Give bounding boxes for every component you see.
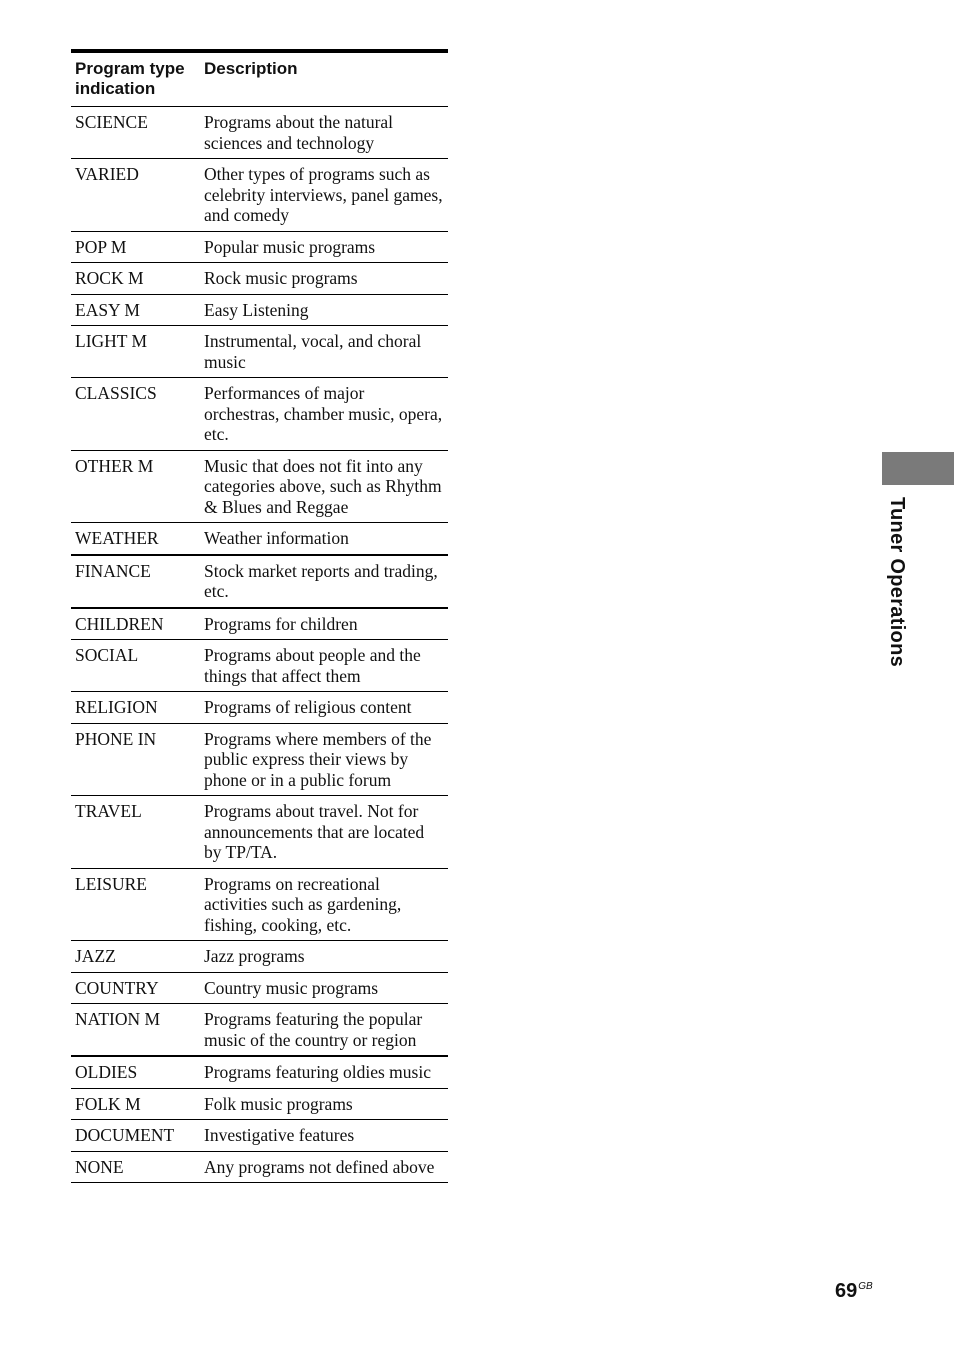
cell-type: TRAVEL: [71, 796, 200, 869]
program-type-table: [71, 49, 448, 1183]
cell-type: RELIGION: [71, 692, 200, 724]
page-number-suffix: GB: [858, 1281, 873, 1293]
cell-type: OTHER M: [71, 450, 200, 523]
table-header-row: [71, 51, 448, 107]
cell-type: SOCIAL: [71, 640, 200, 692]
cell-type: VARIED: [71, 159, 200, 232]
table-row: [71, 1120, 448, 1152]
cell-type: LEISURE: [71, 868, 200, 941]
cell-description: Programs on recreational activities such as gardening, fishing, cooking, etc.: [200, 868, 448, 941]
cell-description: Investigative features: [200, 1120, 448, 1152]
cell-type: CLASSICS: [71, 378, 200, 451]
cell-description: Programs about travel. Not for announcements that are located by TP/TA.: [200, 796, 448, 869]
table-row: [71, 231, 448, 263]
cell-type: ROCK M: [71, 263, 200, 295]
table-row: [71, 868, 448, 941]
cell-description: Any programs not defined above: [200, 1151, 448, 1183]
cell-description: Country music programs: [200, 972, 448, 1004]
cell-description: Programs for children: [200, 608, 448, 640]
cell-type: PHONE IN: [71, 723, 200, 796]
cell-description: Folk music programs: [200, 1088, 448, 1120]
header-program-type: Program type indication: [71, 51, 200, 107]
cell-type: JAZZ: [71, 941, 200, 973]
table-row: [71, 107, 448, 159]
cell-description: Other types of programs such as celebrity interviews, panel games, and comedy: [200, 159, 448, 232]
table-row: [71, 640, 448, 692]
cell-type: WEATHER: [71, 523, 200, 555]
table-row: [71, 159, 448, 232]
cell-type: EASY M: [71, 294, 200, 326]
table-row: [71, 294, 448, 326]
table-row: [71, 378, 448, 451]
cell-type: DOCUMENT: [71, 1120, 200, 1152]
cell-description: Programs about people and the things that affect them: [200, 640, 448, 692]
cell-type: NATION M: [71, 1004, 200, 1057]
cell-type: CHILDREN: [71, 608, 200, 640]
cell-description: Popular music programs: [200, 231, 448, 263]
cell-description: Programs featuring oldies music: [200, 1056, 448, 1088]
table-row: [71, 972, 448, 1004]
cell-description: Music that does not fit into any categories above, such as Rhythm & Blues and Reggae: [200, 450, 448, 523]
table-row: [71, 941, 448, 973]
cell-type: SCIENCE: [71, 107, 200, 159]
section-tab-marker: [882, 452, 954, 485]
cell-description: Stock market reports and trading, etc.: [200, 555, 448, 608]
table-row: [71, 608, 448, 640]
section-tab-label: Tuner Operations: [886, 497, 908, 668]
cell-type: NONE: [71, 1151, 200, 1183]
table-row: [71, 1151, 448, 1183]
table-row: [71, 555, 448, 608]
cell-type: LIGHT M: [71, 326, 200, 378]
header-description: Description: [200, 51, 448, 107]
cell-description: Jazz programs: [200, 941, 448, 973]
cell-description: Programs of religious content: [200, 692, 448, 724]
table-row: [71, 263, 448, 295]
cell-type: OLDIES: [71, 1056, 200, 1088]
page-number: [835, 1280, 873, 1303]
cell-type: FINANCE: [71, 555, 200, 608]
page-number-value: 69: [835, 1280, 858, 1302]
table-row: [71, 326, 448, 378]
table-row: [71, 1004, 448, 1057]
table-body: [71, 107, 448, 1183]
cell-type: COUNTRY: [71, 972, 200, 1004]
cell-description: Easy Listening: [200, 294, 448, 326]
table-row: [71, 723, 448, 796]
table-row: [71, 1088, 448, 1120]
table-row: [71, 1056, 448, 1088]
cell-type: FOLK M: [71, 1088, 200, 1120]
table-row: [71, 523, 448, 555]
cell-description: Programs featuring the popular music of the country or region: [200, 1004, 448, 1057]
cell-description: Performances of major orchestras, chamber music, opera, etc.: [200, 378, 448, 451]
table-row: [71, 450, 448, 523]
cell-description: Programs where members of the public express their views by phone or in a public forum: [200, 723, 448, 796]
cell-description: Rock music programs: [200, 263, 448, 295]
cell-description: Weather information: [200, 523, 448, 555]
table-row: [71, 796, 448, 869]
table-row: [71, 692, 448, 724]
program-type-table-container: [71, 49, 448, 1183]
cell-description: Programs about the natural sciences and technology: [200, 107, 448, 159]
cell-description: Instrumental, vocal, and choral music: [200, 326, 448, 378]
cell-type: POP M: [71, 231, 200, 263]
